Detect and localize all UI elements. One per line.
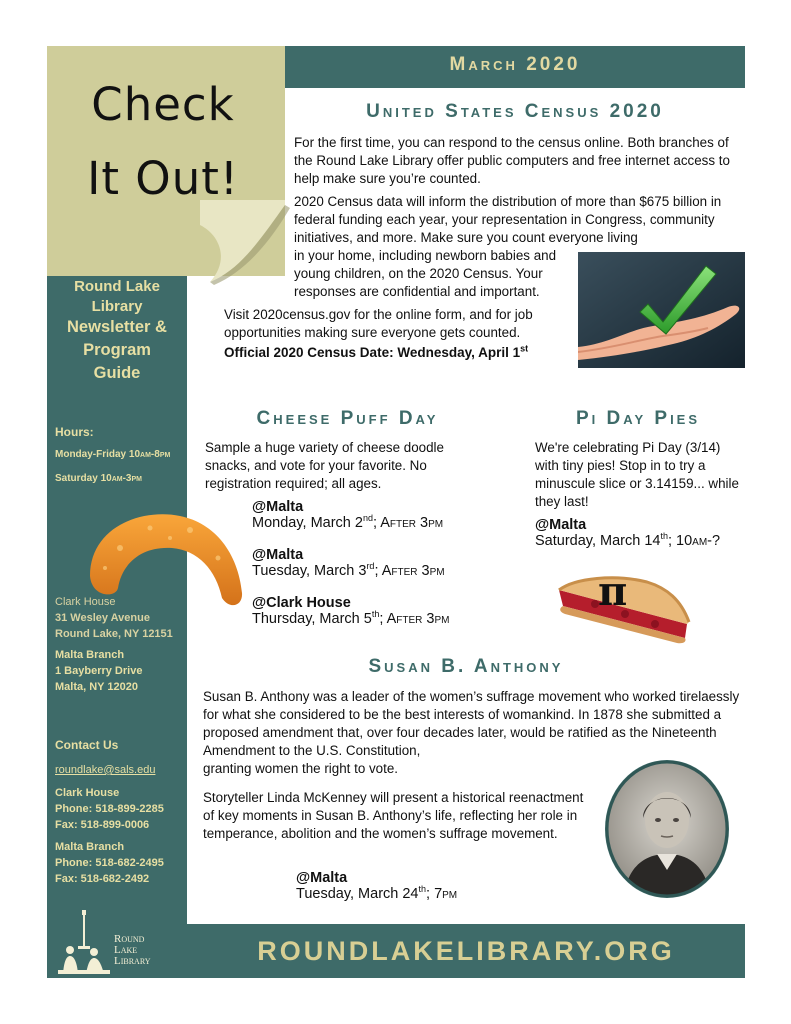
cheese-event-2 <box>252 547 445 579</box>
cheese-event-3-date <box>252 611 449 627</box>
anthony-event <box>296 870 457 902</box>
cheese-description: Sample a huge variety of cheese doodle snacks, and vote for your favorite. No registration required; all ages. <box>205 440 444 491</box>
cheese-event-3-time: ; After 3pm <box>379 611 450 627</box>
anthony-paragraph-1b: granting women the right to vote. <box>203 761 399 776</box>
cheese-event-1-day: Monday, March 2 <box>252 515 363 531</box>
anthony-event-day: Tuesday, March 24 <box>296 886 419 902</box>
census-heading: United States Census 2020 <box>366 101 664 122</box>
logo-text-round: Round <box>114 933 145 945</box>
census-check-hand-image <box>578 252 745 368</box>
cheese-event-2-suffix: rd <box>366 561 375 572</box>
census-paragraph-1: For the first time, you can respond to the census online. Both branches of the Round Lake Library offer public computers and free internet access to help make sure you’re counted. <box>294 135 730 186</box>
clark-phone: Phone: 518-899-2285 <box>55 803 164 815</box>
pi-event-suffix: th <box>660 531 668 542</box>
cheese-heading: Cheese Puff Day <box>256 408 439 429</box>
malta-phone: Phone: 518-682-2495 <box>55 857 164 869</box>
anthony-heading: Susan B. Anthony <box>368 656 564 677</box>
malta-contact-name: Malta Branch <box>55 841 125 853</box>
pi-event-day: Saturday, March 14 <box>535 533 661 549</box>
hours-label: Hours: <box>55 425 94 439</box>
hours-weekday: Monday-Friday 10am-8pm <box>55 449 171 460</box>
cheese-event-2-location: @Malta <box>252 547 304 563</box>
census-paragraph-2a: 2020 Census data will inform the distribution of more than $675 billion in federal funding each year, your representation in Congress, community initiatives, and more. Make sure you count everyone living <box>294 194 722 245</box>
hours-saturday: Saturday 10am-3pm <box>55 473 142 484</box>
clark-name: Clark House <box>55 596 116 608</box>
website-url: ROUNDLAKELIBRARY.ORG <box>257 936 675 966</box>
masthead-line-2: It Out! <box>87 152 239 205</box>
census-date-text: Official 2020 Census Date: Wednesday, April 1 <box>224 345 521 360</box>
malta-street: 1 Bayberry Drive <box>55 665 143 677</box>
library-name-line-2: Library <box>91 298 143 315</box>
guide-title-line-1: Newsletter & <box>67 318 167 336</box>
clark-street: 31 Wesley Avenue <box>55 612 150 624</box>
masthead-line-1: Check <box>91 78 235 131</box>
masthead-title <box>53 68 273 216</box>
library-name-line-1: Round Lake <box>74 278 160 295</box>
cheese-event-2-date <box>252 563 445 579</box>
susan-b-anthony-portrait <box>603 758 731 900</box>
logo-text-library: Library <box>114 955 151 967</box>
issue-month: March 2020 <box>449 54 581 75</box>
cheese-event-2-day: Tuesday, March 3 <box>252 563 367 579</box>
anthony-event-location: @Malta <box>296 870 348 886</box>
cheese-event-1 <box>252 499 443 531</box>
pi-description: We're celebrating Pi Day (3/14) with tiny pies! Stop in to try a minuscule slice or 3.14159... while they last! <box>535 440 739 509</box>
logo-text-lake: Lake <box>114 944 138 956</box>
anthony-paragraph-2: Storyteller Linda McKenney will present a historical reenactment of key moments in Susan B. Anthony’s life, reflecting her role in temperance, abolition and the women’s suffrage movement. <box>203 790 584 841</box>
census-paragraph-2b: in your home, including newborn babies and young children, on the 2020 Census. Your responses are confidential and important. <box>294 248 557 299</box>
cheese-event-1-suffix: nd <box>362 513 373 524</box>
pi-heading: Pi Day Pies <box>575 408 701 429</box>
pi-symbol: π <box>598 568 628 615</box>
anthony-event-date <box>296 886 457 902</box>
census-date-suffix: st <box>520 343 529 354</box>
pi-event-location: @Malta <box>535 517 587 533</box>
guide-title-line-2: Program <box>83 341 151 359</box>
anthony-event-suffix: th <box>418 884 427 895</box>
cheese-event-1-time: ; After 3pm <box>372 515 444 531</box>
contact-label: Contact Us <box>55 738 119 752</box>
cheese-event-2-time: ; After 3pm <box>374 563 445 579</box>
anthony-event-time: ; 7pm <box>426 886 458 902</box>
cheese-event-3 <box>252 595 449 627</box>
census-paragraph-3: Visit 2020census.gov for the online form, and for job opportunities making sure everyone gets counted. <box>224 307 533 340</box>
cheese-event-1-location: @Malta <box>252 499 304 515</box>
cheese-event-3-suffix: th <box>371 609 380 620</box>
pi-event-date <box>535 533 720 549</box>
library-logo-icon <box>58 908 110 974</box>
cheese-event-1-date <box>252 515 443 531</box>
cheese-event-3-day: Thursday, March 5 <box>252 611 372 627</box>
clark-contact-name: Clark House <box>55 787 120 799</box>
pi-event <box>535 517 720 549</box>
anthony-paragraph-1: Susan B. Anthony was a leader of the women’s suffrage movement who worked tirelaessly for what she considered to be the best interests of womankind. In 1878 she submitted a proposed amendment that, over four decades later, would be ratified as the Nineteenth Amendment to the U.S. Constitution, <box>203 689 740 758</box>
sidebar-library-name <box>47 277 187 317</box>
email-link[interactable]: roundlake@sals.edu <box>55 764 156 776</box>
cheese-puff-image <box>80 498 248 628</box>
clark-fax: Fax: 518-899-0006 <box>55 819 150 831</box>
census-date <box>224 345 528 360</box>
malta-city: Malta, NY 12020 <box>55 681 138 693</box>
malta-fax: Fax: 518-682-2492 <box>55 873 150 885</box>
malta-address <box>55 647 142 695</box>
guide-title-line-3: Guide <box>93 364 141 382</box>
clark-contact <box>55 785 164 833</box>
malta-contact <box>55 839 164 887</box>
clark-city: Round Lake, NY 12151 <box>55 628 173 640</box>
cheese-event-3-location: @Clark House <box>252 595 351 611</box>
malta-name: Malta Branch <box>55 649 125 661</box>
pi-event-time: ; 10am-? <box>667 533 721 549</box>
sidebar-guide-title <box>47 316 187 385</box>
library-logo-text <box>114 934 151 967</box>
